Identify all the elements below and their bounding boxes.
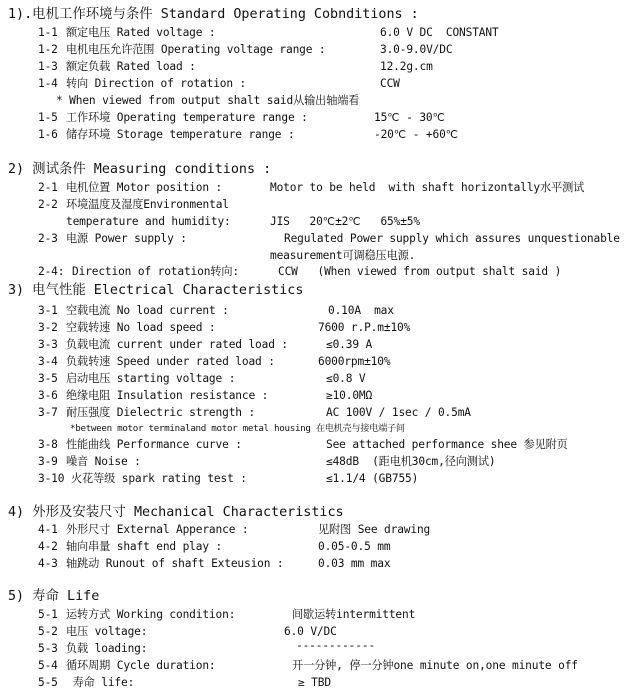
spec-value: ------------ <box>296 639 376 652</box>
spec-num: 2-2 <box>38 198 58 211</box>
section-5-title: 5) 寿命 Life <box>8 589 100 604</box>
spec-num: 2-3 <box>38 232 58 245</box>
section-2-title: 2) 测试条件 Measuring conditions : <box>8 162 272 177</box>
section-1-title: 1).电机工作环境与条件 Standard Operating Cobnditions : <box>8 7 419 22</box>
spec-value: CCW <box>380 77 400 90</box>
spec-value: 开一分钟, 停一分钟one minute on,one minute off <box>292 659 578 672</box>
spec-num: 3-1 <box>38 304 58 317</box>
spec-num: 2-1 <box>38 181 58 194</box>
spec-label: 火花等级 spark rating test : <box>71 472 247 485</box>
spec-label: 性能曲线 Performance curve : <box>66 438 242 451</box>
spec-label: 电压 voltage: <box>66 625 148 638</box>
spec-value: ≤0.8 V <box>326 372 366 385</box>
spec-num: 5-5 <box>38 676 58 689</box>
spec-label: 运转方式 Working condition: <box>66 608 236 621</box>
spec-num: 4-2 <box>38 540 58 553</box>
spec-value: 0.10A max <box>328 304 394 317</box>
spec-num: 1-3 <box>38 60 58 73</box>
spec-label: 耐压强度 Dielectric strength : <box>66 406 256 419</box>
spec-label: 电源 Power supply : <box>66 232 187 245</box>
spec-value: 6000rpm±10% <box>318 355 391 368</box>
spec-value: 间歇运转intermittent <box>292 608 416 621</box>
spec-num: 2-4: <box>38 265 65 278</box>
spec-value: 6.0 V/DC <box>284 625 337 638</box>
spec-value: 6.0 V DC CONSTANT <box>380 26 499 39</box>
spec-label: 电机电压允许范围 Operating voltage range : <box>66 43 326 56</box>
spec-label: 环境温度及湿度Environmental <box>66 198 229 211</box>
spec-num: 5-2 <box>38 625 58 638</box>
spec-value: ≤0.39 A <box>326 338 373 351</box>
spec-label: 电机位置 Motor position : <box>66 181 223 194</box>
spec-value: 3.0-9.0V/DC <box>380 43 453 56</box>
spec-num: 5-4 <box>38 659 58 672</box>
spec-value: 0.03 mm max <box>318 557 391 570</box>
spec-num: 3-2 <box>38 321 58 334</box>
spec-num: 5-1 <box>38 608 58 621</box>
spec-label: 负载转速 Speed under rated load : <box>66 355 275 368</box>
spec-num: 1-1 <box>38 26 58 39</box>
spec-num: 4-1 <box>38 523 58 536</box>
section-3-title: 3) 电气性能 Electrical Characteristics <box>8 283 304 298</box>
spec-value-cont: measurement可调稳压电源. <box>270 249 416 262</box>
spec-label: 负载电流 current under rated load : <box>66 338 288 351</box>
spec-value: ≥10.0MΩ <box>326 389 373 402</box>
spec-value: ≤48dB (距电机30cm,径向测试) <box>326 455 496 468</box>
spec-label: 空载电流 No load current : <box>66 304 229 317</box>
spec-label-cont: temperature and humidity: <box>66 215 231 228</box>
section-4-title: 4) 外形及安装尺寸 Mechanical Characteristics <box>8 505 344 520</box>
spec-value: 见附图 See drawing <box>318 523 431 536</box>
spec-num: 3-10 <box>38 472 65 485</box>
spec-label: 寿命 life: <box>66 676 135 689</box>
spec-value: -20℃ - +60℃ <box>374 128 459 141</box>
spec-num: 1-2 <box>38 43 58 56</box>
spec-label: 循环周期 Cycle duration: <box>66 659 216 672</box>
spec-num: 3-5 <box>38 372 58 385</box>
spec-label: Direction of rotation转向: <box>72 265 239 278</box>
spec-label: 外形尺寸 External Apperance : <box>66 523 249 536</box>
spec-num: 1-6 <box>38 128 58 141</box>
spec-num: 4-3 <box>38 557 58 570</box>
spec-num: 3-6 <box>38 389 58 402</box>
spec-value: CCW (When viewed from output shalt said ) <box>278 265 562 278</box>
spec-label: 噪音 Noise : <box>66 455 141 468</box>
spec-num: 3-3 <box>38 338 58 351</box>
spec-label: 额定负载 Rated load : <box>66 60 196 73</box>
spec-num: 3-9 <box>38 455 58 468</box>
spec-label: 轴向串量 shaft end play : <box>66 540 223 553</box>
spec-label: 工作环境 Operating temperature range : <box>66 111 308 124</box>
spec-value: ≤1.1/4 (GB755) <box>326 472 419 485</box>
spec-label: 启动电压 starting voltage : <box>66 372 236 385</box>
spec-value: 0.05-0.5 mm <box>318 540 391 553</box>
spec-value: JIS 20℃±2℃ 65%±5% <box>270 215 420 228</box>
spec-value: Motor to be held with shaft horizontally水平测试 <box>270 181 585 194</box>
section-3-note: *between motor terminaland motor metal housing 在电机壳与接电端子间 <box>70 423 405 434</box>
spec-label: 负载 loading: <box>66 642 148 655</box>
spec-value: ≥ TBD <box>298 676 331 689</box>
spec-label: 轴跳动 Runout of shaft Exteusion : <box>66 557 284 570</box>
section-1-note: * When viewed from output shalt said从输出轴端看 <box>56 94 360 107</box>
spec-num: 5-3 <box>38 642 58 655</box>
spec-value: 15℃ - 30℃ <box>374 111 445 124</box>
spec-value: AC 100V / 1sec / 0.5mA <box>326 406 471 419</box>
spec-value: 12.2g.cm <box>380 60 433 73</box>
spec-value: 7600 r.P.m±10% <box>318 321 411 334</box>
spec-value: Regulated Power supply which assures unquestionable <box>284 232 620 245</box>
spec-num: 3-4 <box>38 355 58 368</box>
spec-label: 储存环境 Storage temperature range : <box>66 128 295 141</box>
spec-num: 1-4 <box>38 77 58 90</box>
spec-label: 空载转速 No load speed : <box>66 321 216 334</box>
spec-num: 3-8 <box>38 438 58 451</box>
spec-num: 3-7 <box>38 406 58 419</box>
spec-label: 转向 Direction of rotation : <box>66 77 247 90</box>
spec-label: 额定电压 Rated voltage : <box>66 26 216 39</box>
spec-label: 绝缘电阻 Insulation resistance : <box>66 389 269 402</box>
spec-num: 1-5 <box>38 111 58 124</box>
spec-value: See attached performance shee 参见附页 <box>326 438 568 451</box>
